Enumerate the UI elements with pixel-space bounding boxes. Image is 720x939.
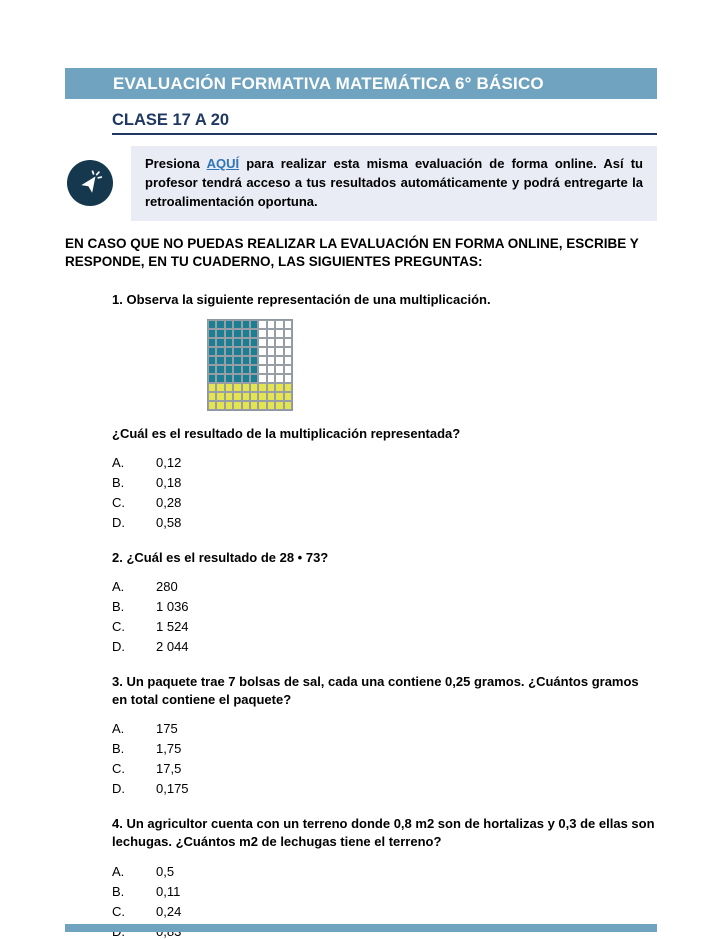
option-value: 0,175	[156, 781, 189, 797]
grid-cell	[242, 347, 250, 356]
grid-cell	[233, 401, 241, 410]
grid-cell	[258, 347, 266, 356]
cursor-click-icon	[67, 160, 113, 206]
grid-cell	[242, 374, 250, 383]
question-3-options	[112, 721, 657, 796]
grid-cell	[284, 365, 292, 374]
grid-cell	[225, 338, 233, 347]
option-value: 1,75	[156, 741, 182, 757]
option-row	[112, 619, 657, 634]
callout-text-after: para realizar esta misma evaluación de forma online. Así tu profesor tendrá acceso a tus resultados automáticamente y podrá entregarte la retroalimentación oportuna.	[145, 156, 643, 209]
option-row	[112, 904, 657, 919]
grid-cell	[284, 338, 292, 347]
grid-cell	[284, 401, 292, 410]
grid-cell	[275, 401, 283, 410]
option-value: 0,28	[156, 494, 182, 510]
grid-cell	[208, 392, 216, 401]
grid-cell	[208, 320, 216, 329]
grid-cell	[233, 329, 241, 338]
grid-cell	[208, 383, 216, 392]
grid-cell	[258, 356, 266, 365]
grid-cell	[216, 329, 224, 338]
grid-cell	[258, 365, 266, 374]
question-3	[112, 673, 657, 796]
option-value: 0,24	[156, 903, 182, 919]
question-2-stem: 2. ¿Cuál es el resultado de 28 • 73?	[112, 549, 329, 565]
grid-cell	[225, 347, 233, 356]
grid-cell	[225, 356, 233, 365]
grid-cell	[208, 374, 216, 383]
grid-cell	[250, 356, 258, 365]
grid-cell	[216, 365, 224, 374]
grid-cell	[225, 320, 233, 329]
grid-cell	[242, 356, 250, 365]
option-row	[112, 599, 657, 614]
grid-cell	[216, 347, 224, 356]
grid-cell	[267, 383, 275, 392]
grid-cell	[233, 320, 241, 329]
grid-cell	[208, 338, 216, 347]
option-letter: A.	[112, 863, 125, 879]
multiplication-grid	[207, 319, 293, 411]
grid-cell	[225, 401, 233, 410]
grid-cell	[258, 320, 266, 329]
option-letter: D.	[112, 638, 125, 654]
grid-cell	[233, 356, 241, 365]
grid-cell	[275, 347, 283, 356]
grid-cell	[258, 329, 266, 338]
grid-cell	[208, 365, 216, 374]
option-letter: C.	[112, 618, 125, 634]
grid-cell	[275, 320, 283, 329]
grid-cell	[225, 383, 233, 392]
question-1-followup: ¿Cuál es el resultado de la multiplicación representada?	[112, 425, 461, 441]
grid-cell	[208, 329, 216, 338]
grid-cell	[258, 338, 266, 347]
option-row	[112, 495, 657, 510]
grid-cell	[216, 392, 224, 401]
question-1-stem: 1. Observa la siguiente representación de una multiplicación.	[112, 292, 491, 308]
question-4	[112, 815, 657, 938]
online-evaluation-link[interactable]: AQUÍ	[206, 156, 240, 171]
grid-cell	[258, 383, 266, 392]
grid-cell	[275, 392, 283, 401]
grid-cell	[275, 356, 283, 365]
footer-bar	[65, 924, 657, 932]
grid-cell	[208, 356, 216, 365]
grid-cell	[250, 329, 258, 338]
grid-cell	[258, 374, 266, 383]
option-value: 17,5	[156, 761, 182, 777]
grid-cell	[275, 329, 283, 338]
grid-cell	[250, 401, 258, 410]
grid-cell	[250, 383, 258, 392]
option-value: 1 036	[156, 598, 189, 614]
callout-text-before: Presiona	[145, 156, 200, 171]
option-letter: C.	[112, 761, 125, 777]
option-row	[112, 761, 657, 776]
grid-cell	[267, 365, 275, 374]
grid-cell	[267, 347, 275, 356]
option-letter: B.	[112, 883, 125, 899]
question-2	[112, 549, 657, 654]
option-row	[112, 455, 657, 470]
grid-cell	[267, 338, 275, 347]
option-value: 0,18	[156, 474, 182, 490]
callout-box	[131, 146, 657, 221]
grid-cell	[275, 383, 283, 392]
grid-cell	[242, 401, 250, 410]
header-bar	[65, 68, 657, 99]
grid-cell	[250, 374, 258, 383]
grid-cell	[275, 338, 283, 347]
option-row	[112, 741, 657, 756]
grid-cell	[233, 374, 241, 383]
grid-cell	[233, 347, 241, 356]
option-letter: D.	[112, 514, 125, 530]
grid-cell	[225, 374, 233, 383]
grid-cell	[242, 392, 250, 401]
grid-cell	[284, 383, 292, 392]
grid-cell	[242, 383, 250, 392]
grid-cell	[233, 338, 241, 347]
option-row	[112, 864, 657, 879]
option-letter: B.	[112, 474, 125, 490]
option-value: 1 524	[156, 618, 189, 634]
grid-cell	[233, 365, 241, 374]
grid-cell	[242, 338, 250, 347]
grid-cell	[250, 347, 258, 356]
grid-cell	[233, 392, 241, 401]
option-row	[112, 515, 657, 530]
grid-cell	[208, 401, 216, 410]
question-1-options	[112, 455, 657, 530]
option-row	[112, 884, 657, 899]
option-row	[112, 475, 657, 490]
grid-cell	[216, 356, 224, 365]
option-row	[112, 579, 657, 594]
option-value: 0,12	[156, 454, 182, 470]
callout-text	[145, 155, 643, 212]
page-title: EVALUACIÓN FORMATIVA MATEMÁTICA 6° BÁSICO	[113, 73, 544, 93]
option-letter: A.	[112, 454, 125, 470]
grid-cell	[242, 320, 250, 329]
grid-cell	[284, 347, 292, 356]
grid-cell	[267, 374, 275, 383]
grid-cell	[216, 338, 224, 347]
grid-cell	[284, 329, 292, 338]
grid-cell	[267, 320, 275, 329]
grid-cell	[258, 401, 266, 410]
online-callout	[65, 146, 657, 221]
grid-cell	[250, 338, 258, 347]
grid-cell	[250, 320, 258, 329]
grid-cell	[284, 356, 292, 365]
option-letter: B.	[112, 598, 125, 614]
grid-cell	[275, 365, 283, 374]
grid-cell	[250, 365, 258, 374]
option-value: 2 044	[156, 638, 189, 654]
question-2-options	[112, 579, 657, 654]
grid-cell	[225, 365, 233, 374]
question-4-stem: 4. Un agricultor cuenta con un terreno donde 0,8 m2 son de hortalizas y 0,3 de ellas son lechugas. ¿Cuántos m2 de lechugas tiene el terreno?	[112, 816, 655, 850]
grid-cell	[216, 401, 224, 410]
question-3-stem: 3. Un paquete trae 7 bolsas de sal, cada una contiene 0,25 gramos. ¿Cuántos gramos en total contiene el paquete?	[112, 673, 639, 708]
grid-cell	[267, 356, 275, 365]
question-1	[112, 291, 657, 529]
option-letter: D.	[112, 781, 125, 797]
grid-cell	[267, 392, 275, 401]
option-letter: C.	[112, 494, 125, 510]
option-letter: C.	[112, 903, 125, 919]
subheading	[112, 111, 657, 135]
subheading-title: CLASE 17 A 20	[112, 111, 230, 129]
grid-cell	[284, 374, 292, 383]
grid-cell	[225, 329, 233, 338]
grid-cell	[242, 329, 250, 338]
grid-cell	[233, 383, 241, 392]
grid-cell	[216, 383, 224, 392]
grid-cell	[284, 320, 292, 329]
grid-cell	[208, 347, 216, 356]
grid-cell	[225, 392, 233, 401]
option-value: 175	[156, 721, 178, 737]
grid-cell	[242, 365, 250, 374]
grid-cell	[267, 329, 275, 338]
option-letter: A.	[112, 578, 125, 594]
option-value: 0,11	[156, 883, 181, 899]
grid-cell	[258, 392, 266, 401]
instructions: EN CASO QUE NO PUEDAS REALIZAR LA EVALUACIÓN EN FORMA ONLINE, ESCRIBE Y RESPONDE, EN TU CUADERNO, LAS SIGUIENTES PREGUNTAS:	[65, 235, 639, 270]
grid-cell	[216, 374, 224, 383]
option-row	[112, 781, 657, 796]
option-row	[112, 639, 657, 654]
option-value: 0,5	[156, 863, 175, 879]
option-letter: B.	[112, 741, 125, 757]
grid-cell	[216, 320, 224, 329]
grid-cell	[267, 401, 275, 410]
grid-cell	[275, 374, 283, 383]
grid-cell	[250, 392, 258, 401]
option-letter: A.	[112, 721, 125, 737]
grid-cell	[284, 392, 292, 401]
option-row	[112, 721, 657, 736]
option-value: 0,58	[156, 514, 182, 530]
option-value: 280	[156, 578, 178, 594]
